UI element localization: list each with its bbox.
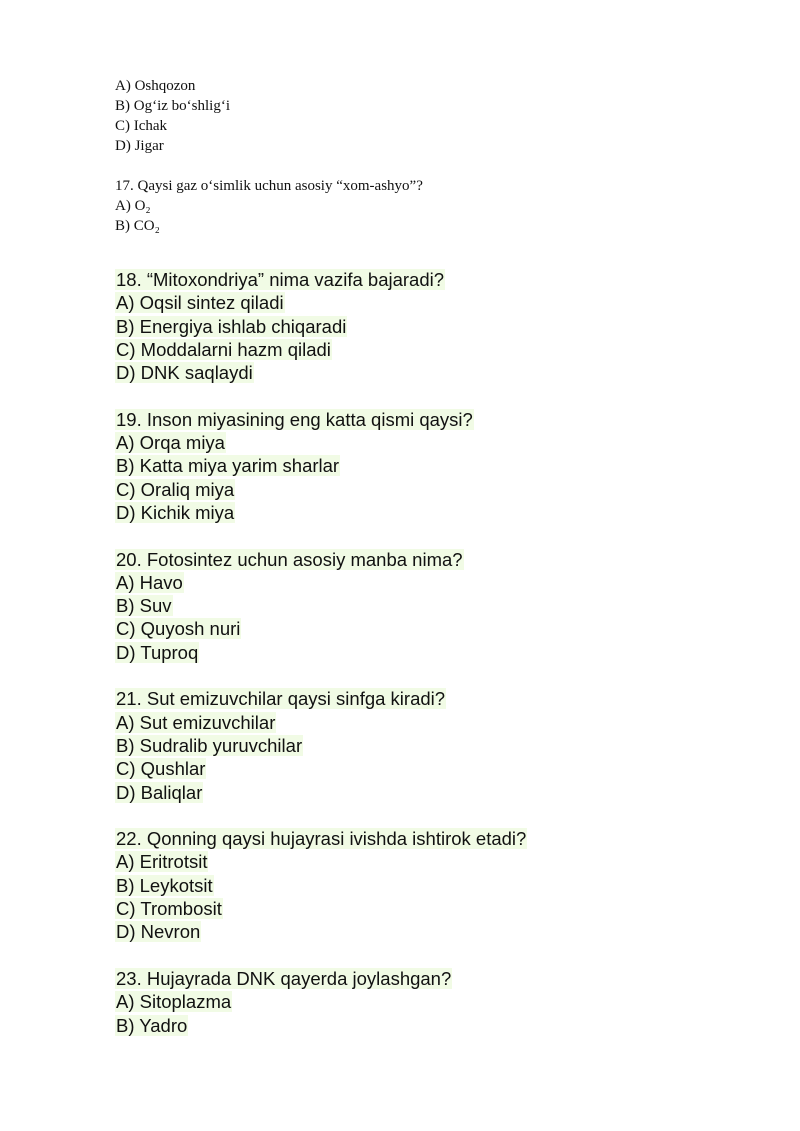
question-22 <box>115 827 527 943</box>
sans-questions-block <box>115 268 527 1060</box>
option-a: A) Sut emizuvchilar <box>116 711 276 733</box>
q16-option-c: C) Ichak <box>115 118 168 134</box>
question-text: 18. “Mitoxondriya” nima vazifa bajaradi? <box>116 269 445 290</box>
option-a: A) Sitoplazma <box>116 991 232 1013</box>
q16-option-d: D) Jigar <box>115 138 164 154</box>
spacer <box>115 156 423 176</box>
option-d: D) Tuproq <box>116 641 199 663</box>
q16-option-a: A) Oshqozon <box>115 78 196 94</box>
option-d: D) Baliqlar <box>116 781 203 803</box>
q17-option-b: B) CO₂ <box>115 218 160 234</box>
option-d: D) Nevron <box>116 921 201 943</box>
option-b: B) Leykotsit <box>116 874 213 896</box>
question-20 <box>115 548 527 664</box>
option-b: B) Katta miya yarim sharlar <box>116 455 340 477</box>
option-a: A) Orqa miya <box>116 432 225 454</box>
option-d: D) Kichik miya <box>116 501 235 523</box>
serif-questions-block <box>115 76 423 236</box>
option-a: A) Eritrotsit <box>116 851 208 873</box>
question-text: 21. Sut emizuvchilar qaysi sinfga kiradi? <box>116 688 446 710</box>
q16-option-b: B) Og‘iz bo‘shlig‘i <box>115 98 230 114</box>
question-21 <box>115 687 527 803</box>
question-18 <box>115 268 527 384</box>
option-a: A) Havo <box>116 571 183 593</box>
option-d: D) DNK saqlaydi <box>116 362 253 384</box>
option-b: B) Suv <box>116 595 172 617</box>
option-b: B) Yadro <box>116 1014 188 1036</box>
option-c: C) Qushlar <box>116 758 206 780</box>
option-a: A) Oqsil sintez qiladi <box>116 292 284 314</box>
option-c: C) Trombosit <box>116 898 222 920</box>
question-text: 23. Hujayrada DNK qayerda joylashgan? <box>116 967 452 989</box>
q17-question: 17. Qaysi gaz o‘simlik uchun asosiy “xom-ashyo”? <box>115 178 423 194</box>
option-c: C) Moddalarni hazm qiladi <box>116 338 331 360</box>
option-c: C) Quyosh nuri <box>116 618 241 640</box>
option-b: B) Energiya ishlab chiqaradi <box>116 315 347 337</box>
question-23 <box>115 967 527 1037</box>
q17-option-a: A) O₂ <box>115 198 151 214</box>
question-text: 22. Qonning qaysi hujayrasi ivishda ishtirok etadi? <box>116 828 527 850</box>
question-19 <box>115 408 527 524</box>
question-text: 20. Fotosintez uchun asosiy manba nima? <box>116 548 463 570</box>
question-text: 19. Inson miyasining eng katta qismi qaysi? <box>116 408 473 430</box>
option-b: B) Sudralib yuruvchilar <box>116 734 303 756</box>
option-c: C) Oraliq miya <box>116 478 235 500</box>
